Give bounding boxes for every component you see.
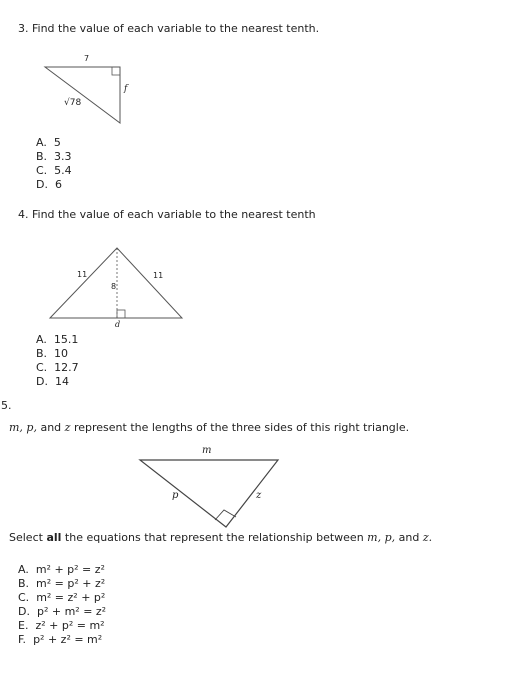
q3-option-a[interactable]: A. 5 xyxy=(36,136,61,149)
q5-option-f-expr: p² + z² = m² xyxy=(33,633,103,646)
q3-option-c[interactable]: C. 5.4 xyxy=(36,164,72,177)
q3-label-top: 7 xyxy=(84,54,90,63)
q5-option-a-expr: m² + p² = z² xyxy=(35,563,105,576)
q4-label-left: 11 xyxy=(77,270,88,279)
q4-option-a[interactable]: A. 15.1 xyxy=(36,333,79,346)
q5-select-vars: m, p, xyxy=(367,531,396,544)
q4-label-right: 11 xyxy=(153,271,164,280)
q5-intro-vars: m, p, xyxy=(9,421,37,434)
q3-option-b[interactable]: B. 3.3 xyxy=(36,150,72,163)
q5-option-e-expr: z² + p² = m² xyxy=(35,619,105,632)
q5-option-c-letter: C. xyxy=(18,591,30,604)
q5-label-left: p xyxy=(172,490,179,501)
q5-option-d[interactable] xyxy=(18,605,106,619)
q4-option-b[interactable]: B. 10 xyxy=(36,347,69,360)
q5-select-z: z. xyxy=(422,531,433,544)
q5-option-b-expr: m² = p² + z² xyxy=(36,577,106,590)
q5-select-rest: the equations that represent the relationship between xyxy=(61,531,368,544)
q5-option-a[interactable] xyxy=(18,563,106,577)
q5-number: 5. xyxy=(1,399,12,412)
q5-label-top: m xyxy=(202,445,212,456)
q5-option-c[interactable] xyxy=(18,591,106,605)
q5-select-and: and xyxy=(395,531,423,544)
q5-intro-z: z xyxy=(64,421,71,434)
q5-option-c-expr: m² = z² + p² xyxy=(36,591,106,604)
q3-label-hyp: √78 xyxy=(64,98,82,108)
q4-option-d[interactable]: D. 14 xyxy=(36,375,69,388)
q5-select-instruction xyxy=(9,531,432,544)
q3-label-right: f xyxy=(124,84,128,94)
q4-prompt: Find the value of each variable to the nearest tenth xyxy=(32,208,316,221)
q3-prompt: Find the value of each variable to the nearest tenth. xyxy=(32,22,320,35)
q5-label-right: z xyxy=(256,490,262,501)
q5-select-pre: Select xyxy=(9,531,47,544)
q5-option-b-letter: B. xyxy=(18,577,30,590)
q5-select-bold: all xyxy=(46,531,62,544)
q5-option-f[interactable] xyxy=(18,633,106,647)
q5-option-d-expr: p² + m² = z² xyxy=(36,605,107,618)
q5-option-f-letter: F. xyxy=(18,633,27,646)
q4-label-base: d xyxy=(115,320,121,329)
q5-option-e-letter: E. xyxy=(18,619,29,632)
q5-option-e[interactable] xyxy=(18,619,106,633)
q4-option-c[interactable]: C. 12.7 xyxy=(36,361,79,374)
q3-number: 3. xyxy=(18,22,29,35)
q5-option-a-letter: A. xyxy=(18,563,29,576)
q4-label-height: 8 xyxy=(111,282,117,291)
q5-options xyxy=(18,563,106,647)
q3-option-d[interactable]: D. 6 xyxy=(36,178,62,191)
q5-option-b[interactable] xyxy=(18,577,106,591)
q4-number: 4. xyxy=(18,208,29,221)
q5-intro-rest: represent the lengths of the three sides of this right triangle. xyxy=(70,421,410,434)
q5-intro-and: and xyxy=(36,421,65,434)
q5-option-d-letter: D. xyxy=(18,605,30,618)
